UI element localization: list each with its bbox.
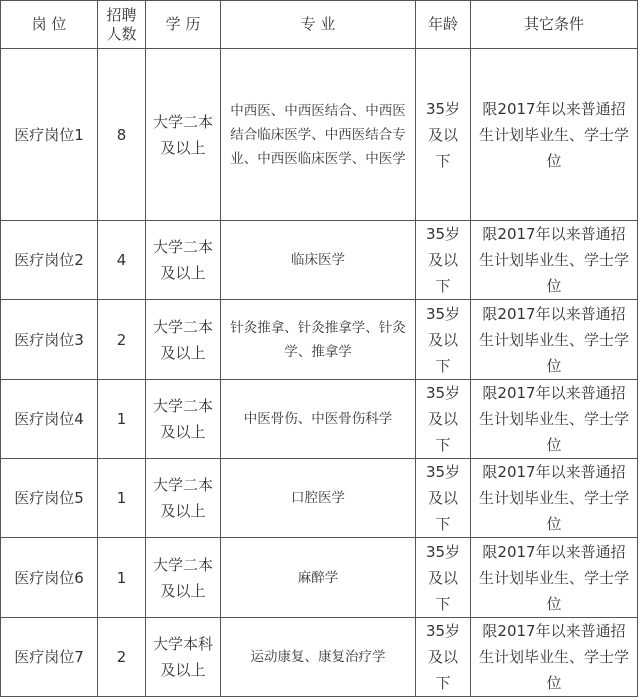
header-other: 其它条件 — [471, 1, 638, 49]
table-row — [1, 49, 638, 221]
cell-count: 1 — [98, 459, 146, 538]
cell-education: 大学二本及以上 — [146, 538, 221, 618]
cell-education: 大学本科及以上 — [146, 618, 221, 697]
header-count: 招聘人数 — [98, 1, 146, 49]
header-row — [1, 1, 638, 49]
table-row — [1, 221, 638, 300]
cell-major: 临床医学 — [221, 221, 416, 300]
header-age: 年龄 — [416, 1, 471, 49]
cell-education: 大学二本及以上 — [146, 49, 221, 221]
table-row — [1, 300, 638, 380]
cell-education: 大学二本及以上 — [146, 380, 221, 459]
table-row — [1, 538, 638, 618]
cell-post: 医疗岗位5 — [1, 459, 98, 538]
cell-count: 2 — [98, 618, 146, 697]
cell-age: 35岁及以下 — [416, 380, 471, 459]
cell-age: 35岁及以下 — [416, 49, 471, 221]
cell-post: 医疗岗位3 — [1, 300, 98, 380]
cell-count: 1 — [98, 538, 146, 618]
cell-post: 医疗岗位4 — [1, 380, 98, 459]
cell-major: 麻醉学 — [221, 538, 416, 618]
header-post: 岗 位 — [1, 1, 98, 49]
cell-other: 限2017年以来普通招生计划毕业生、学士学位 — [471, 49, 638, 221]
cell-post: 医疗岗位6 — [1, 538, 98, 618]
table-row — [1, 459, 638, 538]
cell-major: 中医骨伤、中医骨伤科学 — [221, 380, 416, 459]
cell-count: 8 — [98, 49, 146, 221]
cell-other: 限2017年以来普通招生计划毕业生、学士学位 — [471, 380, 638, 459]
cell-education: 大学二本及以上 — [146, 221, 221, 300]
cell-education: 大学二本及以上 — [146, 300, 221, 380]
cell-other: 限2017年以来普通招生计划毕业生、学士学位 — [471, 221, 638, 300]
cell-post: 医疗岗位7 — [1, 618, 98, 697]
cell-age: 35岁及以下 — [416, 618, 471, 697]
cell-post: 医疗岗位2 — [1, 221, 98, 300]
cell-major: 针灸推拿、针灸推拿学、针灸学、推拿学 — [221, 300, 416, 380]
cell-count: 2 — [98, 300, 146, 380]
header-major: 专 业 — [221, 1, 416, 49]
table-row — [1, 618, 638, 697]
cell-education: 大学二本及以上 — [146, 459, 221, 538]
cell-count: 4 — [98, 221, 146, 300]
cell-major: 中西医、中西医结合、中西医结合临床医学、中西医结合专业、中西医临床医学、中医学 — [221, 49, 416, 221]
cell-other: 限2017年以来普通招生计划毕业生、学士学位 — [471, 538, 638, 618]
cell-count: 1 — [98, 380, 146, 459]
cell-major: 运动康复、康复治疗学 — [221, 618, 416, 697]
cell-post: 医疗岗位1 — [1, 49, 98, 221]
cell-age: 35岁及以下 — [416, 221, 471, 300]
cell-other: 限2017年以来普通招生计划毕业生、学士学位 — [471, 300, 638, 380]
header-education: 学 历 — [146, 1, 221, 49]
cell-other: 限2017年以来普通招生计划毕业生、学士学位 — [471, 459, 638, 538]
cell-major: 口腔医学 — [221, 459, 416, 538]
cell-age: 35岁及以下 — [416, 459, 471, 538]
cell-age: 35岁及以下 — [416, 538, 471, 618]
table-row — [1, 380, 638, 459]
cell-age: 35岁及以下 — [416, 300, 471, 380]
cell-other: 限2017年以来普通招生计划毕业生、学士学位 — [471, 618, 638, 697]
